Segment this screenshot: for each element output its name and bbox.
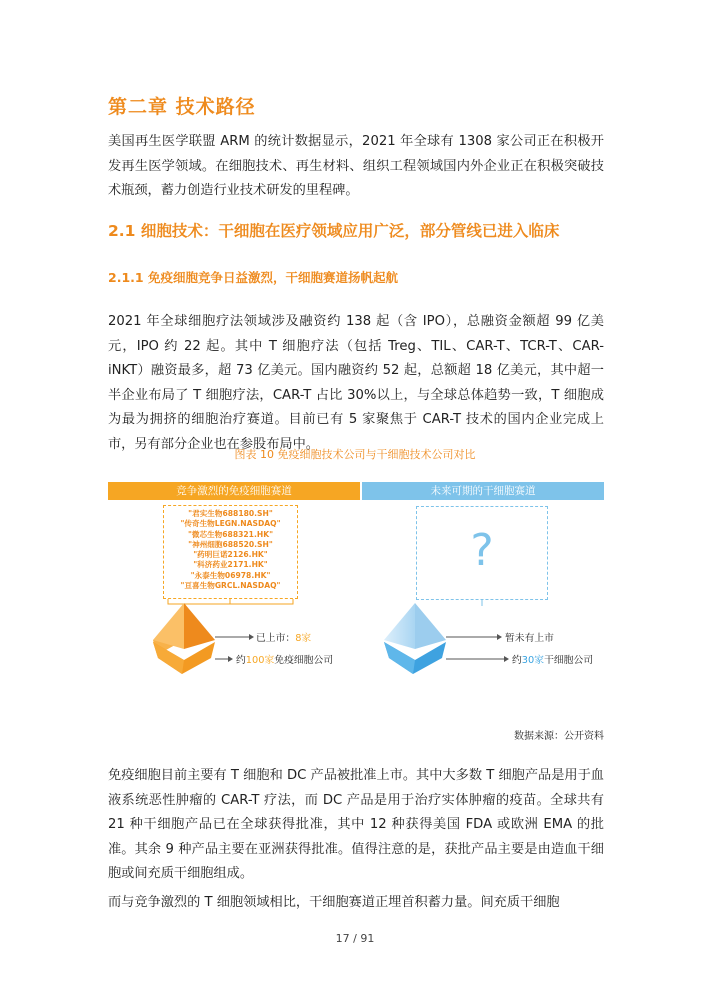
arrow-orange-listed xyxy=(215,634,254,640)
bracket-connector-orange xyxy=(168,599,293,604)
paragraph-approvals: 免疫细胞目前主要有 T 细胞和 DC 产品被批准上市。其中大多数 T 细胞产品是用于血液系统恶性肿瘤的 CAR-T 疗法，而 DC 产品是用于治疗实体肿瘤的疫苗。全球共有 21 种干细胞产品已在全球获得批准，其中 12 种获得美国 FDA 或欧洲 EMA 的批准。其余 9 种产品主要在亚洲获得批准。值得注意的是，获批产品主要是由造血干细胞或间充质干细胞组成。 xyxy=(108,768,604,881)
company-item: "神州细胞688520.SH" xyxy=(188,539,273,549)
paragraph-financing: 2021 年全球细胞疗法领域涉及融资约 138 起（含 IPO），总融资金额超 99 亿美元，IPO 约 22 起。其中 T 细胞疗法（包括 Treg、TIL、CAR-T、TCR-T、CAR-iNKT）融资最多，超 73 亿美元。国内融资约 52 起，总额超 18 亿美元，其中超一半企业布局了 T 细胞疗法，CAR-T 占比 30%以上，与全球总体趋势一致，T 细胞成为最为拥挤的细胞治疗赛道。目前已有 5 家聚焦于 CAR-T 技术的国内企业完成上市，另有部分企业也在参股布局中。 xyxy=(108,314,604,452)
company-item: "科济药业2171.HK" xyxy=(193,560,268,570)
stem-cell-band: 未来可期的干细胞赛道 xyxy=(362,482,604,500)
company-item: "永泰生物06978.HK" xyxy=(190,570,271,580)
page-number: 17 / 91 xyxy=(335,932,375,945)
company-item: "传奇生物LEGN.NASDAQ" xyxy=(180,519,281,529)
immune-total-label: 约100家免疫细胞公司 xyxy=(236,655,334,666)
question-mark-icon: ? xyxy=(470,525,494,576)
section-title: 2.1 细胞技术：干细胞在医疗领域应用广泛，部分管线已进入临床 xyxy=(108,222,560,240)
stem-total-label: 约30家干细胞公司 xyxy=(512,655,594,666)
company-item: "药明巨诺2126.HK" xyxy=(193,550,268,560)
blue-pyramid xyxy=(384,603,446,674)
stem-listed-label: 暂未有上市 xyxy=(505,633,554,644)
figure-caption: 图表 10 免疫细胞技术公司与干细胞技术公司对比 xyxy=(234,448,476,461)
paragraph-stem-cell: 而与竞争激烈的 T 细胞领域相比，干细胞赛道正埋首积蓄力量。间充质干细胞 xyxy=(108,895,560,910)
comparison-figure xyxy=(108,482,604,682)
company-item: "亘喜生物GRCL.NASDAQ" xyxy=(180,581,281,591)
arrow-blue-listed xyxy=(446,634,502,640)
intro-paragraph: 美国再生医学联盟 ARM 的统计数据显示，2021 年全球有 1308 家公司正在积极开发再生医学领域。在细胞技术、再生材料、组织工程领域国内外企业正在积极突破技术瓶颈，蓄力创造行业技术研发的里程碑。 xyxy=(108,134,604,198)
company-item: "微芯生物688321.HK" xyxy=(187,529,274,539)
chapter-title: 第二章 技术路径 xyxy=(108,96,256,118)
arrow-orange-total xyxy=(215,656,233,662)
arrow-blue-total xyxy=(446,656,509,662)
company-item: "君实生物688180.SH" xyxy=(188,509,273,518)
orange-pyramid xyxy=(153,603,215,674)
immune-cell-band: 竞争激烈的免疫细胞赛道 xyxy=(108,482,360,500)
data-source: 数据来源：公开资料 xyxy=(514,731,604,742)
immune-listed-label: 已上市：8家 xyxy=(256,633,312,644)
subsection-title: 2.1.1 免疫细胞竞争日益激烈，干细胞赛道扬帆起航 xyxy=(108,270,398,285)
